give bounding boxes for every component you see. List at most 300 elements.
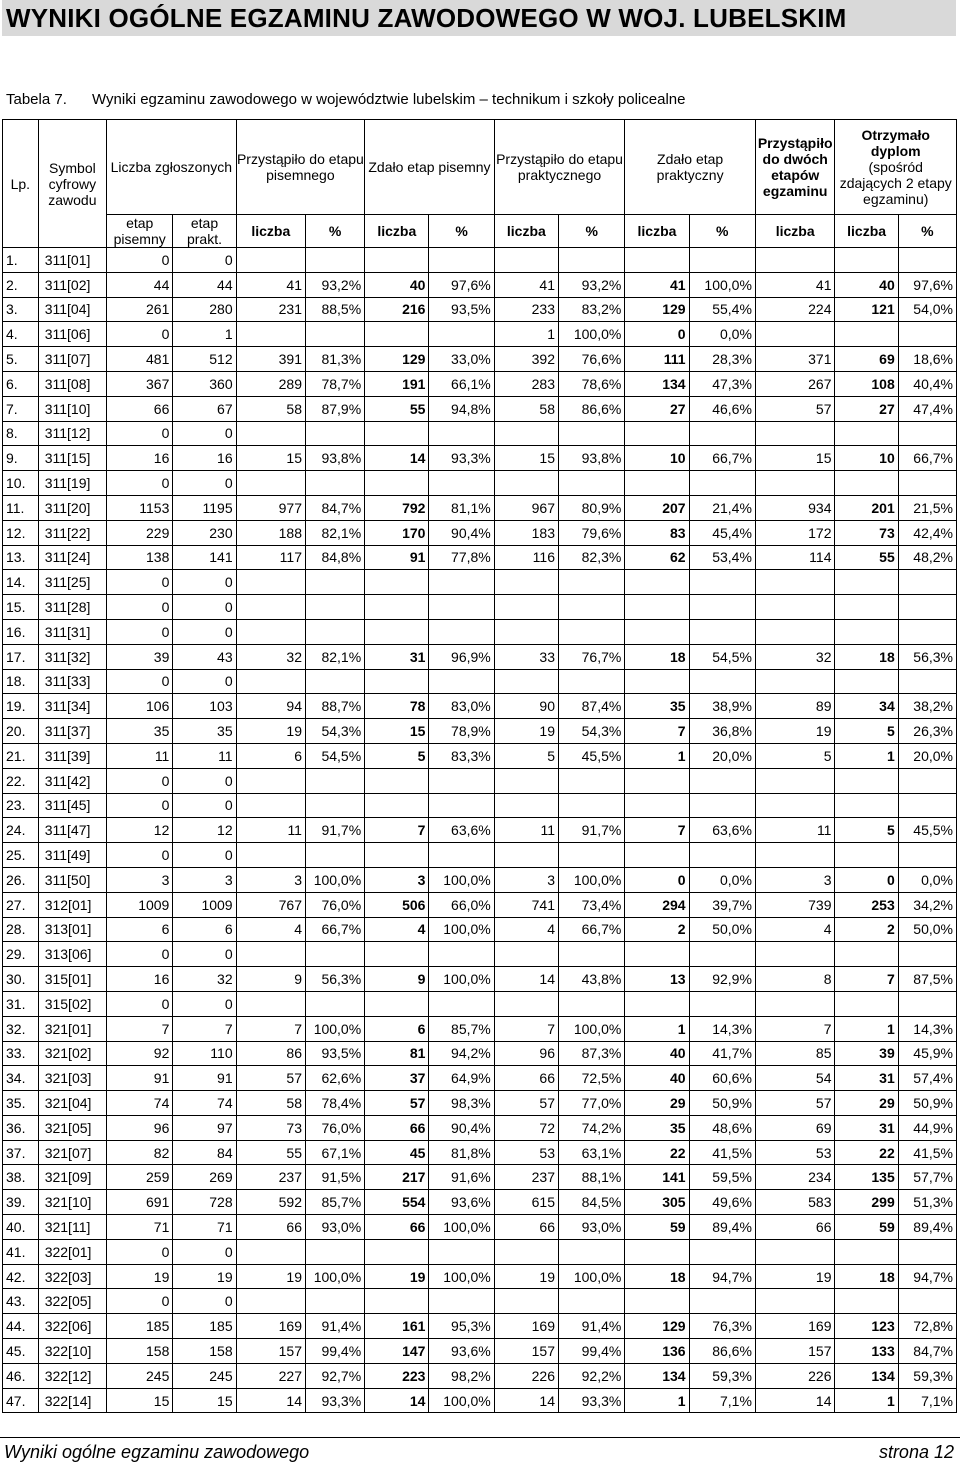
table-cell: 84,5% xyxy=(559,1190,625,1215)
table-cell: 32 xyxy=(236,644,305,669)
profession-symbol: 315[02] xyxy=(38,991,106,1016)
table-cell: 108 xyxy=(835,371,898,396)
row-number: 13. xyxy=(3,545,39,570)
table-cell: 84 xyxy=(173,1140,236,1165)
table-cell: 19 xyxy=(236,1264,305,1289)
table-cell xyxy=(494,248,558,273)
table-cell: 0 xyxy=(107,942,173,967)
table-cell xyxy=(494,1239,558,1264)
row-number: 21. xyxy=(3,743,39,768)
table-cell xyxy=(305,471,364,496)
row-number: 28. xyxy=(3,917,39,942)
table-cell: 98,2% xyxy=(429,1363,494,1388)
table-cell: 20,0% xyxy=(898,743,956,768)
table-cell: 22 xyxy=(625,1140,689,1165)
table-cell xyxy=(559,1289,625,1314)
header-otrzymalo-main: Otrzymało dyplom xyxy=(861,127,930,159)
table-cell: 360 xyxy=(173,371,236,396)
table-cell: 48,2% xyxy=(898,545,956,570)
table-cell: 157 xyxy=(236,1339,305,1364)
table-cell: 227 xyxy=(236,1363,305,1388)
profession-symbol: 311[22] xyxy=(38,520,106,545)
header-przystapilo-pisemny: Przystąpiło do etapu pisemnego xyxy=(236,120,365,215)
table-cell xyxy=(835,768,898,793)
table-cell: 0 xyxy=(173,991,236,1016)
profession-symbol: 321[04] xyxy=(38,1091,106,1116)
table-cell xyxy=(236,991,305,1016)
table-cell: 87,5% xyxy=(898,967,956,992)
table-cell: 100,0% xyxy=(429,867,494,892)
profession-symbol: 311[04] xyxy=(38,297,106,322)
profession-symbol: 311[49] xyxy=(38,843,106,868)
table-cell: 36,8% xyxy=(689,719,755,744)
table-cell: 0 xyxy=(173,768,236,793)
page-header-title: WYNIKI OGÓLNE EGZAMINU ZAWODOWEGO W WOJ. LUBELSKIM xyxy=(6,3,847,33)
table-cell: 34,2% xyxy=(898,892,956,917)
table-cell: 48,6% xyxy=(689,1115,755,1140)
table-cell: 50,9% xyxy=(898,1091,956,1116)
table-cell: 1 xyxy=(625,1016,689,1041)
row-number: 25. xyxy=(3,843,39,868)
table-row xyxy=(3,1066,957,1091)
table-cell xyxy=(365,1239,429,1264)
table-row xyxy=(3,1339,957,1364)
table-cell xyxy=(236,471,305,496)
table-cell: 7 xyxy=(236,1016,305,1041)
table-cell xyxy=(494,619,558,644)
profession-symbol: 311[34] xyxy=(38,694,106,719)
table-cell xyxy=(625,248,689,273)
table-row xyxy=(3,867,957,892)
table-cell: 28,3% xyxy=(689,347,755,372)
table-cell xyxy=(898,570,956,595)
table-cell: 1 xyxy=(835,1388,898,1413)
table-cell: 93,3% xyxy=(429,446,494,471)
table-cell: 66 xyxy=(365,1115,429,1140)
table-cell xyxy=(898,669,956,694)
table-cell: 88,5% xyxy=(305,297,364,322)
table-cell: 14 xyxy=(365,1388,429,1413)
table-cell xyxy=(898,1239,956,1264)
table-cell xyxy=(365,991,429,1016)
table-cell: 82 xyxy=(107,1140,173,1165)
table-cell: 0 xyxy=(835,867,898,892)
table-cell xyxy=(236,619,305,644)
table-cell: 45,5% xyxy=(898,818,956,843)
table-cell: 56,3% xyxy=(898,644,956,669)
table-cell: 40 xyxy=(835,272,898,297)
table-cell xyxy=(429,570,494,595)
table-cell: 134 xyxy=(835,1363,898,1388)
table-cell: 72 xyxy=(494,1115,558,1140)
table-cell: 12 xyxy=(107,818,173,843)
table-cell: 64,9% xyxy=(429,1066,494,1091)
profession-symbol: 311[39] xyxy=(38,743,106,768)
table-cell xyxy=(835,421,898,446)
table-cell xyxy=(689,1289,755,1314)
profession-symbol: 311[15] xyxy=(38,446,106,471)
table-cell: 57,4% xyxy=(898,1066,956,1091)
table-cell: 54,3% xyxy=(559,719,625,744)
table-cell: 93,3% xyxy=(559,1388,625,1413)
table-cell: 76,6% xyxy=(559,347,625,372)
table-row xyxy=(3,793,957,818)
table-cell: 66,7% xyxy=(898,446,956,471)
row-number: 38. xyxy=(3,1165,39,1190)
table-cell: 15 xyxy=(755,446,835,471)
table-cell: 72,5% xyxy=(559,1066,625,1091)
table-cell: 129 xyxy=(625,1314,689,1339)
table-cell: 29 xyxy=(835,1091,898,1116)
table-cell: 4 xyxy=(236,917,305,942)
table-cell: 100,0% xyxy=(429,967,494,992)
table-cell xyxy=(625,1239,689,1264)
table-cell: 100,0% xyxy=(429,1215,494,1240)
table-row xyxy=(3,446,957,471)
table-cell: 7 xyxy=(365,818,429,843)
table-cell xyxy=(625,595,689,620)
row-number: 6. xyxy=(3,371,39,396)
table-cell xyxy=(755,595,835,620)
table-row xyxy=(3,595,957,620)
table-cell xyxy=(236,843,305,868)
table-cell: 0 xyxy=(173,843,236,868)
table-cell: 14,3% xyxy=(898,1016,956,1041)
table-cell xyxy=(236,421,305,446)
table-cell: 169 xyxy=(236,1314,305,1339)
table-cell xyxy=(755,843,835,868)
table-cell: 100,0% xyxy=(429,1388,494,1413)
table-row xyxy=(3,570,957,595)
row-number: 39. xyxy=(3,1190,39,1215)
table-cell xyxy=(494,942,558,967)
table-cell xyxy=(835,1289,898,1314)
table-cell: 43 xyxy=(173,644,236,669)
table-row xyxy=(3,1091,957,1116)
table-cell: 35 xyxy=(625,1115,689,1140)
table-cell xyxy=(429,1239,494,1264)
row-number: 3. xyxy=(3,297,39,322)
table-cell: 158 xyxy=(107,1339,173,1364)
table-cell: 93,0% xyxy=(559,1215,625,1240)
table-cell: 0,0% xyxy=(689,322,755,347)
table-cell: 15 xyxy=(107,1388,173,1413)
table-cell xyxy=(625,619,689,644)
table-row xyxy=(3,396,957,421)
table-cell: 103 xyxy=(173,694,236,719)
header-sub-pct: % xyxy=(689,215,755,248)
row-number: 26. xyxy=(3,867,39,892)
table-cell: 691 xyxy=(107,1190,173,1215)
table-cell xyxy=(559,991,625,1016)
row-number: 16. xyxy=(3,619,39,644)
table-cell: 183 xyxy=(494,520,558,545)
table-cell xyxy=(494,421,558,446)
table-cell: 44,9% xyxy=(898,1115,956,1140)
table-row xyxy=(3,1165,957,1190)
table-cell: 147 xyxy=(365,1339,429,1364)
table-cell: 237 xyxy=(236,1165,305,1190)
table-cell xyxy=(429,248,494,273)
table-cell xyxy=(835,843,898,868)
table-cell: 93,5% xyxy=(305,1041,364,1066)
table-cell: 0 xyxy=(107,793,173,818)
table-cell: 97 xyxy=(173,1115,236,1140)
row-number: 31. xyxy=(3,991,39,1016)
profession-symbol: 311[42] xyxy=(38,768,106,793)
table-cell: 5 xyxy=(835,818,898,843)
table-cell: 99,4% xyxy=(559,1339,625,1364)
profession-symbol: 321[11] xyxy=(38,1215,106,1240)
table-cell: 294 xyxy=(625,892,689,917)
table-cell xyxy=(494,471,558,496)
table-cell: 16 xyxy=(173,446,236,471)
table-cell: 20,0% xyxy=(689,743,755,768)
table-cell: 41 xyxy=(236,272,305,297)
table-cell: 54,3% xyxy=(305,719,364,744)
table-row xyxy=(3,1115,957,1140)
table-cell: 0 xyxy=(173,669,236,694)
table-cell: 169 xyxy=(494,1314,558,1339)
table-cell: 3 xyxy=(107,867,173,892)
header-liczba-zgloszonych: Liczba zgłoszonych xyxy=(107,120,237,215)
table-cell: 158 xyxy=(173,1339,236,1364)
table-cell: 6 xyxy=(365,1016,429,1041)
table-cell: 41 xyxy=(494,272,558,297)
table-cell: 0 xyxy=(107,669,173,694)
table-cell: 934 xyxy=(755,495,835,520)
table-cell: 0 xyxy=(107,768,173,793)
table-cell: 37 xyxy=(365,1066,429,1091)
profession-symbol: 311[08] xyxy=(38,371,106,396)
table-cell xyxy=(689,768,755,793)
table-cell: 97,6% xyxy=(429,272,494,297)
table-cell: 41,5% xyxy=(689,1140,755,1165)
table-cell: 133 xyxy=(835,1339,898,1364)
header-zdalo-pisemny: Zdało etap pisemny xyxy=(365,120,495,215)
header-sub-liczba: liczba xyxy=(625,215,689,248)
table-cell: 117 xyxy=(236,545,305,570)
table-cell: 3 xyxy=(236,867,305,892)
table-cell: 977 xyxy=(236,495,305,520)
table-cell: 0 xyxy=(107,1289,173,1314)
table-cell: 18 xyxy=(835,1264,898,1289)
table-cell xyxy=(689,471,755,496)
table-cell: 39 xyxy=(835,1041,898,1066)
table-cell: 11 xyxy=(755,818,835,843)
profession-symbol: 322[14] xyxy=(38,1388,106,1413)
table-cell: 77,0% xyxy=(559,1091,625,1116)
header-sub-liczba: liczba xyxy=(365,215,429,248)
footer-divider xyxy=(0,1437,960,1438)
table-cell: 7,1% xyxy=(689,1388,755,1413)
table-cell: 67 xyxy=(173,396,236,421)
table-cell: 245 xyxy=(173,1363,236,1388)
table-cell: 100,0% xyxy=(559,1264,625,1289)
table-cell: 259 xyxy=(107,1165,173,1190)
header-sub-pct: % xyxy=(429,215,494,248)
table-cell: 94,8% xyxy=(429,396,494,421)
table-cell xyxy=(429,322,494,347)
table-cell: 0,0% xyxy=(898,867,956,892)
table-cell: 0 xyxy=(173,1239,236,1264)
table-cell: 53 xyxy=(755,1140,835,1165)
table-cell: 7,1% xyxy=(898,1388,956,1413)
table-cell: 111 xyxy=(625,347,689,372)
table-cell xyxy=(755,471,835,496)
table-cell xyxy=(689,991,755,1016)
profession-symbol: 315[01] xyxy=(38,967,106,992)
table-cell: 78,6% xyxy=(559,371,625,396)
table-cell: 18 xyxy=(625,1264,689,1289)
table-cell: 91,4% xyxy=(559,1314,625,1339)
row-number: 46. xyxy=(3,1363,39,1388)
table-cell: 39,7% xyxy=(689,892,755,917)
table-cell: 76,3% xyxy=(689,1314,755,1339)
table-cell: 89,4% xyxy=(898,1215,956,1240)
table-cell xyxy=(755,1289,835,1314)
header-zdalo-praktyczny: Zdało etap praktyczny xyxy=(625,120,756,215)
table-cell: 506 xyxy=(365,892,429,917)
table-cell: 0 xyxy=(107,570,173,595)
table-cell: 58 xyxy=(236,396,305,421)
table-row xyxy=(3,371,957,396)
table-cell: 85,7% xyxy=(429,1016,494,1041)
table-cell: 91,6% xyxy=(429,1165,494,1190)
table-caption-title: Wyniki egzaminu zawodowego w województwie lubelskim – technikum i szkoły policealne xyxy=(92,91,686,108)
table-cell xyxy=(625,768,689,793)
table-cell: 237 xyxy=(494,1165,558,1190)
table-cell xyxy=(755,570,835,595)
row-number: 7. xyxy=(3,396,39,421)
table-cell: 161 xyxy=(365,1314,429,1339)
table-row xyxy=(3,1190,957,1215)
table-cell: 86,6% xyxy=(689,1339,755,1364)
profession-symbol: 311[28] xyxy=(38,595,106,620)
profession-symbol: 321[09] xyxy=(38,1165,106,1190)
table-cell: 55 xyxy=(835,545,898,570)
table-cell: 11 xyxy=(107,743,173,768)
table-cell: 40 xyxy=(365,272,429,297)
table-cell xyxy=(755,619,835,644)
table-cell: 0 xyxy=(107,322,173,347)
table-cell: 86 xyxy=(236,1041,305,1066)
table-cell: 53,4% xyxy=(689,545,755,570)
row-number: 42. xyxy=(3,1264,39,1289)
table-cell: 59,3% xyxy=(689,1363,755,1388)
table-cell: 207 xyxy=(625,495,689,520)
table-cell xyxy=(236,669,305,694)
table-cell xyxy=(625,421,689,446)
table-cell xyxy=(559,619,625,644)
table-cell: 84,7% xyxy=(305,495,364,520)
table-cell xyxy=(625,669,689,694)
table-cell xyxy=(689,248,755,273)
table-row xyxy=(3,1239,957,1264)
table-cell xyxy=(305,595,364,620)
table-cell: 45 xyxy=(365,1140,429,1165)
table-cell: 98,3% xyxy=(429,1091,494,1116)
profession-symbol: 321[07] xyxy=(38,1140,106,1165)
table-cell xyxy=(429,793,494,818)
table-cell: 583 xyxy=(755,1190,835,1215)
table-cell: 1 xyxy=(625,1388,689,1413)
row-number: 44. xyxy=(3,1314,39,1339)
table-cell: 7 xyxy=(835,967,898,992)
table-cell xyxy=(305,768,364,793)
row-number: 22. xyxy=(3,768,39,793)
table-cell xyxy=(236,768,305,793)
table-cell: 45,9% xyxy=(898,1041,956,1066)
table-cell: 14 xyxy=(365,446,429,471)
table-cell: 3 xyxy=(494,867,558,892)
table-cell: 81,3% xyxy=(305,347,364,372)
table-cell xyxy=(494,595,558,620)
table-cell: 253 xyxy=(835,892,898,917)
table-cell: 88,7% xyxy=(305,694,364,719)
row-number: 5. xyxy=(3,347,39,372)
table-cell: 100,0% xyxy=(429,917,494,942)
profession-symbol: 313[01] xyxy=(38,917,106,942)
page-header-banner xyxy=(2,0,956,36)
table-row xyxy=(3,1289,957,1314)
table-caption xyxy=(6,91,686,108)
table-cell: 191 xyxy=(365,371,429,396)
table-cell: 55,4% xyxy=(689,297,755,322)
row-number: 9. xyxy=(3,446,39,471)
table-cell: 134 xyxy=(625,1363,689,1388)
table-row xyxy=(3,768,957,793)
table-row xyxy=(3,619,957,644)
table-cell: 7 xyxy=(173,1016,236,1041)
table-cell: 2 xyxy=(625,917,689,942)
header-sub-liczba: liczba xyxy=(835,215,898,248)
table-cell: 4 xyxy=(755,917,835,942)
table-cell: 53 xyxy=(494,1140,558,1165)
table-cell xyxy=(305,322,364,347)
table-cell: 72,8% xyxy=(898,1314,956,1339)
table-cell: 69 xyxy=(835,347,898,372)
table-cell: 90,4% xyxy=(429,520,494,545)
table-cell: 41 xyxy=(625,272,689,297)
table-cell: 15 xyxy=(365,719,429,744)
table-cell: 9 xyxy=(236,967,305,992)
table-cell: 11 xyxy=(173,743,236,768)
table-cell xyxy=(689,619,755,644)
table-cell: 91 xyxy=(173,1066,236,1091)
table-cell xyxy=(625,570,689,595)
table-cell xyxy=(365,322,429,347)
table-cell: 87,9% xyxy=(305,396,364,421)
table-cell: 44 xyxy=(173,272,236,297)
table-cell xyxy=(835,1239,898,1264)
table-cell: 97,6% xyxy=(898,272,956,297)
row-number: 19. xyxy=(3,694,39,719)
table-cell xyxy=(559,570,625,595)
table-cell: 57 xyxy=(236,1066,305,1091)
table-cell: 93,8% xyxy=(305,446,364,471)
table-cell: 0 xyxy=(107,595,173,620)
row-number: 27. xyxy=(3,892,39,917)
table-cell: 85,7% xyxy=(305,1190,364,1215)
table-cell: 73,4% xyxy=(559,892,625,917)
row-number: 40. xyxy=(3,1215,39,1240)
row-number: 35. xyxy=(3,1091,39,1116)
table-cell: 91,7% xyxy=(305,818,364,843)
table-cell: 56,3% xyxy=(305,967,364,992)
table-cell: 73 xyxy=(835,520,898,545)
table-cell xyxy=(494,991,558,1016)
